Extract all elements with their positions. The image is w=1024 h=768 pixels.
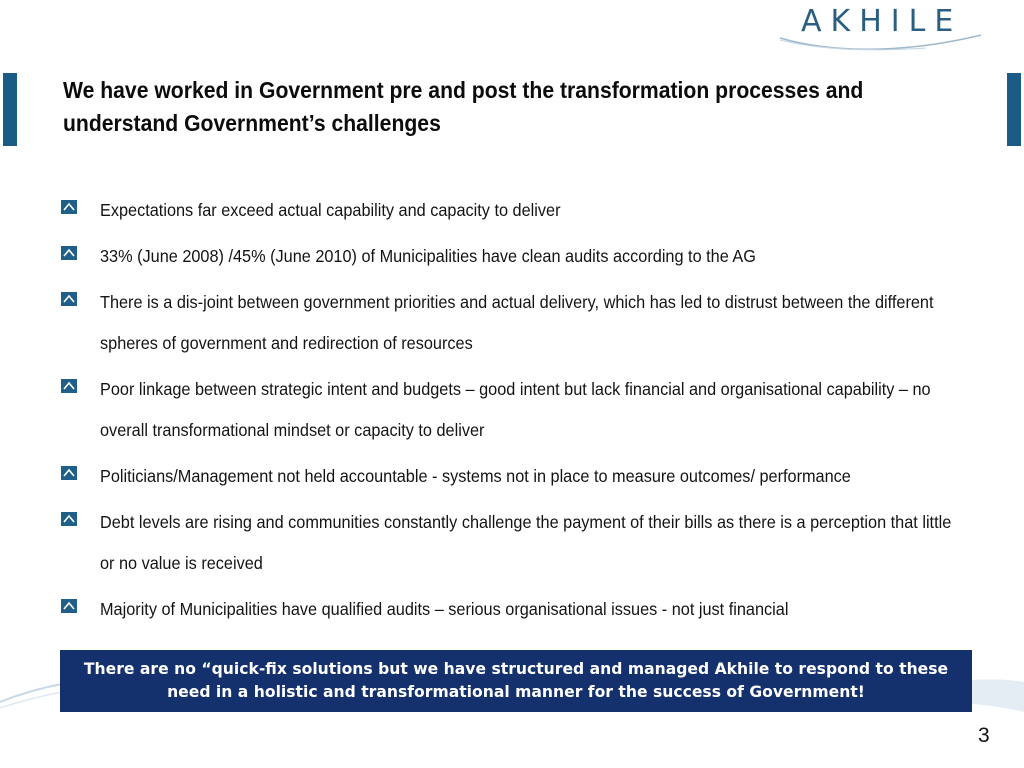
- bullet-text: Politicians/Management not held accountable - systems not in place to measure outcomes/ performance: [100, 466, 851, 486]
- chevron-up-bullet-icon: [61, 200, 77, 214]
- bullet-text: Expectations far exceed actual capability and capacity to deliver: [100, 200, 561, 220]
- bullet-text: Debt levels are rising and communities constantly challenge the payment of their bills as there is a perception that little or no value is received: [100, 512, 952, 573]
- left-accent-bar: [3, 73, 17, 146]
- chevron-up-bullet-icon: [61, 599, 77, 613]
- list-item: [58, 190, 978, 231]
- akhile-logo: [776, 2, 986, 62]
- right-accent-bar: [1007, 73, 1021, 146]
- logo-text: AKHILE: [801, 4, 963, 39]
- list-item: [58, 589, 978, 630]
- list-item: [58, 369, 978, 451]
- chevron-up-bullet-icon: [61, 379, 77, 393]
- chevron-up-bullet-icon: [61, 292, 77, 306]
- callout-banner: There are no “quick-fix solutions but we have structured and managed Akhile to respond to these need in a holistic and transformational manner for the success of Government!: [60, 650, 972, 712]
- chevron-up-bullet-icon: [61, 246, 77, 260]
- bullet-text: Majority of Municipalities have qualified audits – serious organisational issues - not just financial: [100, 599, 789, 619]
- bullet-text: There is a dis-joint between government priorities and actual delivery, which has led to distrust between the different spheres of government and redirection of resources: [100, 292, 934, 353]
- chevron-up-bullet-icon: [61, 466, 77, 480]
- bullet-list: [58, 190, 978, 635]
- list-item: [58, 456, 978, 497]
- chevron-up-bullet-icon: [61, 512, 77, 526]
- list-item: [58, 282, 978, 364]
- page-title: We have worked in Government pre and post the transformation processes and understand Government’s challenges: [63, 77, 864, 136]
- list-item: [58, 502, 978, 584]
- bullet-text: Poor linkage between strategic intent and budgets – good intent but lack financial and organisational capability – no overall transformational mindset or capacity to deliver: [100, 379, 931, 440]
- page-number: 3: [978, 724, 990, 747]
- list-item: [58, 236, 978, 277]
- bullet-text: 33% (June 2008) /45% (June 2010) of Municipalities have clean audits according to the AG: [100, 246, 756, 266]
